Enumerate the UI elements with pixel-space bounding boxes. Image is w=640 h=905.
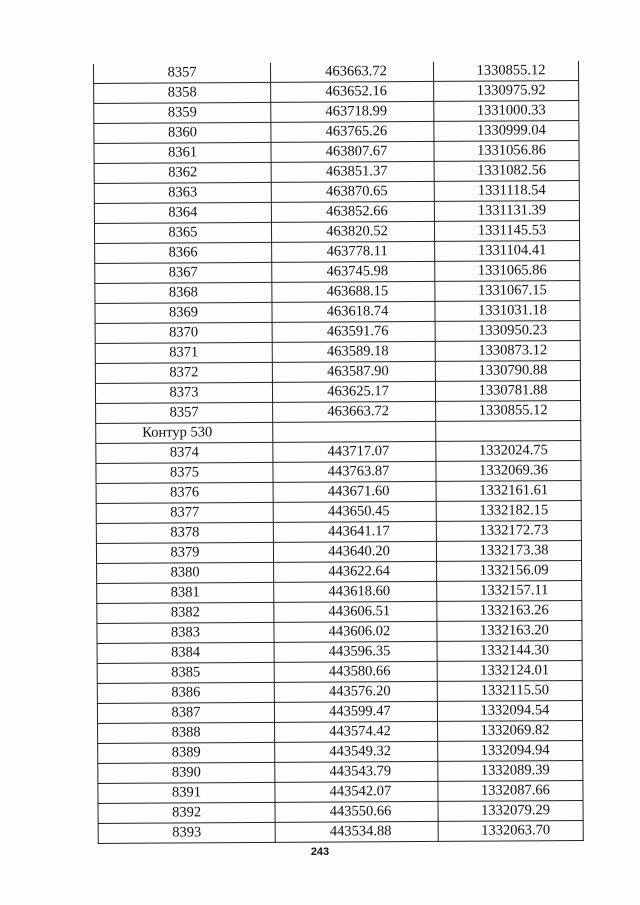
y-coordinate: 1331065.86 (477, 262, 547, 279)
point-id-cell (97, 682, 274, 703)
x-coordinate-cell (274, 641, 437, 662)
y-coordinate: 1331145.53 (477, 222, 547, 239)
x-coordinate: 443618.60 (328, 583, 391, 600)
x-coordinate: 463852.66 (326, 203, 388, 220)
y-coordinate-cell (438, 821, 583, 842)
y-coordinate-cell (434, 121, 579, 142)
x-coordinate: 443671.60 (327, 483, 390, 500)
empty-cell (273, 421, 436, 442)
x-coordinate-cell (270, 62, 433, 82)
y-coordinate: 1332063.70 (481, 822, 551, 839)
x-coordinate: 443622.64 (328, 563, 390, 580)
point-id: 8375 (169, 464, 200, 481)
point-id: 8390 (171, 764, 201, 781)
x-coordinate-cell (274, 601, 437, 622)
x-coordinate-cell (271, 101, 434, 122)
x-coordinate-cell (274, 661, 437, 682)
point-id: 8379 (170, 544, 200, 561)
y-coordinate: 1331118.54 (477, 182, 546, 199)
point-id: 8357 (167, 64, 197, 81)
table-row (98, 761, 583, 784)
point-id-cell (97, 662, 274, 683)
y-coordinate: 1330855.12 (478, 402, 548, 419)
y-coordinate-cell (437, 701, 582, 722)
y-coordinate-cell (438, 741, 583, 762)
y-coordinate-cell (437, 581, 582, 602)
x-coordinate: 443763.87 (327, 463, 390, 480)
point-id-cell (97, 562, 274, 583)
x-coordinate: 443717.07 (327, 443, 390, 460)
y-coordinate-cell (435, 381, 580, 402)
point-id-cell (94, 102, 271, 123)
y-coordinate-cell (438, 761, 583, 782)
point-id-cell (96, 502, 273, 523)
x-coordinate: 463625.17 (327, 383, 389, 400)
y-coordinate-cell (438, 801, 583, 822)
x-coordinate-cell (273, 401, 436, 422)
y-coordinate: 1332124.01 (480, 662, 550, 679)
y-coordinate-cell (434, 201, 579, 222)
y-coordinate: 1330999.04 (476, 122, 546, 139)
x-coordinate-cell (273, 481, 436, 502)
point-id-cell (97, 702, 274, 723)
x-coordinate: 443606.51 (328, 603, 391, 620)
y-coordinate: 1330855.12 (476, 62, 546, 79)
table-row (95, 241, 580, 264)
y-coordinate-cell (437, 561, 582, 582)
x-coordinate: 443543.79 (329, 763, 392, 780)
y-coordinate-cell (433, 61, 578, 81)
table-row (93, 61, 578, 83)
y-coordinate-cell (434, 141, 579, 162)
y-coordinate-cell (436, 481, 581, 502)
x-coordinate-cell (272, 281, 435, 302)
point-id: 8362 (168, 164, 198, 181)
x-coordinate-cell (271, 141, 434, 162)
point-id-cell (95, 282, 272, 303)
x-coordinate: 463663.72 (327, 403, 389, 420)
y-coordinate: 1332087.66 (480, 782, 550, 799)
point-id: 8359 (167, 104, 197, 121)
y-coordinate-cell (438, 781, 583, 802)
y-coordinate-cell (436, 501, 581, 522)
y-coordinate-cell (437, 681, 582, 702)
point-id-cell (98, 782, 275, 803)
point-id: 8363 (168, 184, 198, 201)
table-row (94, 221, 579, 244)
y-coordinate-cell (434, 221, 579, 242)
y-coordinate: 1330781.88 (478, 382, 548, 399)
x-coordinate-cell (272, 241, 435, 262)
y-coordinate: 1332024.75 (478, 442, 548, 459)
x-coordinate-cell (273, 461, 436, 482)
y-coordinate: 1331067.15 (477, 282, 547, 299)
x-coordinate-cell (275, 741, 438, 762)
y-coordinate-cell (436, 521, 581, 542)
x-coordinate: 443574.42 (329, 723, 391, 740)
y-coordinate-cell (437, 621, 582, 642)
x-coordinate-cell (271, 81, 434, 102)
table-row (94, 161, 579, 184)
table-row (97, 581, 582, 604)
point-id-cell (98, 722, 275, 743)
y-coordinate-cell (436, 441, 581, 462)
point-id: 8383 (170, 624, 201, 641)
point-id: 8382 (170, 604, 200, 621)
y-coordinate: 1332069.36 (479, 462, 548, 479)
y-coordinate: 1332144.30 (480, 642, 550, 659)
point-id-cell (96, 482, 273, 503)
table-row (95, 361, 580, 384)
table-row (94, 201, 579, 224)
table-row (97, 681, 582, 704)
section-label: Контур 530 (142, 424, 213, 441)
y-coordinate-cell (437, 601, 582, 622)
x-coordinate: 443542.07 (329, 783, 392, 800)
point-id: 8389 (171, 744, 201, 761)
page-number: 243 (310, 846, 330, 858)
point-id: 8365 (168, 224, 198, 241)
point-id: 8387 (171, 704, 201, 721)
point-id: 8358 (167, 84, 197, 101)
x-coordinate: 463718.99 (325, 103, 388, 120)
point-id: 8364 (168, 204, 198, 221)
point-id-cell (94, 202, 271, 223)
x-coordinate-cell (271, 221, 434, 242)
x-coordinate: 443596.35 (328, 643, 391, 660)
point-id-cell (94, 162, 271, 183)
y-coordinate-cell (435, 361, 580, 382)
x-coordinate-cell (275, 801, 438, 822)
x-coordinate: 463870.65 (325, 183, 388, 200)
y-coordinate-cell (434, 81, 579, 102)
x-coordinate-cell (272, 321, 435, 342)
point-id-cell (96, 442, 273, 463)
table-row (95, 341, 580, 364)
x-coordinate: 443576.20 (328, 683, 391, 700)
x-coordinate-cell (273, 441, 436, 462)
x-coordinate: 443549.32 (329, 743, 392, 760)
x-coordinate-cell (275, 821, 438, 842)
y-coordinate: 1331082.56 (477, 162, 547, 179)
table-row (94, 181, 579, 204)
x-coordinate: 443641.17 (327, 523, 390, 540)
y-coordinate-cell (437, 661, 582, 682)
y-coordinate-cell (436, 541, 581, 562)
x-coordinate: 463587.90 (327, 363, 389, 380)
table-row (96, 401, 581, 424)
x-coordinate: 463778.11 (326, 243, 388, 260)
x-coordinate: 463589.18 (326, 343, 389, 360)
table-row (98, 801, 583, 824)
x-coordinate-cell (272, 361, 435, 382)
coordinates-table (93, 61, 584, 844)
y-coordinate: 1332069.82 (480, 722, 550, 739)
y-coordinate-cell (435, 261, 580, 282)
y-coordinate-cell (435, 321, 580, 342)
table-row (97, 561, 582, 584)
point-id: 8369 (168, 304, 199, 321)
y-coordinate: 1332094.94 (480, 742, 550, 759)
y-coordinate: 1332094.54 (480, 702, 550, 719)
y-coordinate-cell (434, 181, 579, 202)
x-coordinate: 443640.20 (328, 543, 390, 560)
x-coordinate-cell (274, 701, 437, 722)
table-row (94, 121, 579, 144)
point-id-cell (94, 82, 271, 103)
x-coordinate-cell (273, 501, 436, 522)
point-id: 8377 (170, 504, 200, 521)
y-coordinate: 1332079.29 (481, 802, 551, 819)
table-row (95, 301, 580, 324)
point-id-cell (98, 802, 275, 823)
point-id: 8392 (172, 804, 202, 821)
x-coordinate: 463745.98 (326, 263, 389, 280)
table-row (96, 481, 581, 504)
x-coordinate-cell (273, 521, 436, 542)
x-coordinate: 463618.74 (326, 303, 389, 320)
y-coordinate-cell (437, 641, 582, 662)
x-coordinate: 443650.45 (327, 503, 390, 520)
x-coordinate-cell (272, 301, 435, 322)
y-coordinate: 1332182.15 (479, 502, 549, 519)
table-row (95, 261, 580, 284)
point-id: 8360 (167, 124, 197, 141)
x-coordinate-cell (272, 381, 435, 402)
table-row (95, 321, 580, 344)
point-id: 8373 (169, 384, 199, 401)
point-id-cell (95, 242, 272, 263)
x-coordinate: 463652.16 (325, 83, 388, 100)
point-id-cell (97, 602, 274, 623)
y-coordinate-cell (436, 461, 581, 482)
point-id-cell (96, 522, 273, 543)
table-row (96, 441, 581, 464)
y-coordinate: 1330790.88 (478, 362, 548, 379)
section-label-cell (96, 422, 273, 443)
x-coordinate-cell (274, 561, 437, 582)
point-id-cell (95, 322, 272, 343)
table-row (98, 721, 583, 744)
x-coordinate: 463663.72 (325, 63, 387, 80)
x-coordinate: 443580.66 (328, 663, 391, 680)
point-id-cell (94, 142, 271, 163)
point-id: 8393 (172, 824, 202, 841)
x-coordinate-cell (275, 721, 438, 742)
y-coordinate: 1330975.92 (476, 82, 546, 99)
point-id-cell (94, 122, 271, 143)
x-coordinate-cell (271, 121, 434, 142)
point-id: 8380 (170, 564, 200, 581)
x-coordinate: 463820.52 (326, 223, 388, 240)
point-id-cell (95, 302, 272, 323)
point-id-cell (94, 222, 271, 243)
y-coordinate-cell (435, 281, 580, 302)
point-id-cell (96, 542, 273, 563)
y-coordinate-cell (435, 301, 580, 322)
point-id-cell (95, 382, 272, 403)
x-coordinate: 443534.88 (329, 823, 392, 840)
y-coordinate: 1331031.18 (478, 302, 547, 319)
point-id-cell (97, 622, 274, 643)
point-id: 8366 (168, 244, 198, 261)
point-id-cell (95, 342, 272, 363)
point-id: 8367 (168, 264, 198, 281)
point-id-cell (98, 742, 275, 763)
point-id-cell (98, 762, 275, 783)
table-row (96, 521, 581, 544)
y-coordinate: 1332172.73 (479, 522, 549, 539)
table-row (97, 661, 582, 684)
table-row (94, 81, 579, 104)
point-id-cell (94, 182, 271, 203)
y-coordinate-cell (434, 161, 579, 182)
point-id-cell (97, 642, 274, 663)
x-coordinate: 463807.67 (325, 143, 388, 160)
y-coordinate: 1332163.26 (479, 602, 549, 619)
point-id: 8374 (169, 444, 199, 461)
table-row (94, 141, 579, 164)
y-coordinate-cell (435, 341, 580, 362)
y-coordinate: 1331056.86 (477, 142, 547, 159)
point-id-cell (97, 582, 274, 603)
y-coordinate: 1331104.41 (477, 242, 547, 259)
point-id: 8378 (170, 524, 200, 541)
point-id: 8371 (169, 344, 199, 361)
point-id-cell (96, 462, 273, 483)
y-coordinate: 1332156.09 (479, 562, 549, 579)
point-id-cell (98, 822, 275, 843)
y-coordinate-cell (438, 721, 583, 742)
x-coordinate-cell (271, 201, 434, 222)
x-coordinate-cell (272, 261, 435, 282)
point-id: 8385 (171, 664, 201, 681)
x-coordinate: 463851.37 (325, 163, 388, 180)
table-row (98, 781, 583, 804)
coordinates-table-body (93, 61, 583, 843)
x-coordinate: 443606.02 (328, 623, 391, 640)
table-row (98, 821, 583, 844)
point-id-cell (96, 402, 273, 423)
table-row (96, 541, 581, 564)
point-id: 8386 (171, 684, 201, 701)
point-id: 8388 (171, 724, 201, 741)
x-coordinate: 463688.15 (326, 283, 389, 300)
table-row (97, 641, 582, 664)
x-coordinate-cell (271, 161, 434, 182)
empty-cell (436, 421, 581, 442)
point-id: 8370 (169, 324, 199, 341)
table-row (95, 381, 580, 404)
x-coordinate: 463591.76 (326, 323, 389, 340)
x-coordinate-cell (272, 341, 435, 362)
y-coordinate: 1330873.12 (478, 342, 548, 359)
point-id-cell (95, 362, 272, 383)
x-coordinate-cell (275, 761, 438, 782)
table-row (97, 701, 582, 724)
x-coordinate: 463765.26 (325, 123, 388, 140)
y-coordinate: 1332115.50 (480, 682, 550, 699)
x-coordinate-cell (273, 541, 436, 562)
y-coordinate: 1332163.20 (479, 622, 549, 639)
point-id-cell (93, 63, 270, 84)
table-row (97, 621, 582, 644)
table-row (98, 741, 583, 764)
point-id-cell (95, 262, 272, 283)
x-coordinate-cell (274, 621, 437, 642)
x-coordinate-cell (271, 181, 434, 202)
point-id: 8376 (170, 484, 200, 501)
point-id: 8391 (171, 784, 202, 801)
point-id: 8384 (171, 644, 201, 661)
y-coordinate: 1330950.23 (478, 322, 548, 339)
table-row (97, 601, 582, 624)
y-coordinate: 1332161.61 (479, 482, 549, 499)
y-coordinate-cell (435, 241, 580, 262)
table-row (96, 501, 581, 524)
y-coordinate-cell (434, 101, 579, 122)
y-coordinate: 1332173.38 (479, 542, 549, 559)
y-coordinate: 1332157.11 (480, 582, 549, 599)
x-coordinate-cell (274, 681, 437, 702)
point-id: 8372 (169, 364, 199, 381)
x-coordinate: 443599.47 (329, 703, 391, 720)
table-row (94, 101, 579, 124)
point-id: 8368 (168, 284, 198, 301)
point-id: 8361 (167, 144, 198, 161)
table-row (95, 281, 580, 304)
y-coordinate-cell (436, 401, 581, 422)
table-row (96, 461, 581, 484)
point-id: 8381 (170, 584, 200, 601)
x-coordinate-cell (274, 581, 437, 602)
x-coordinate: 443550.66 (329, 803, 392, 820)
point-id: 8357 (169, 404, 199, 421)
y-coordinate: 1331131.39 (477, 202, 547, 219)
y-coordinate: 1331000.33 (476, 102, 546, 119)
y-coordinate: 1332089.39 (480, 762, 550, 779)
x-coordinate-cell (275, 781, 438, 802)
